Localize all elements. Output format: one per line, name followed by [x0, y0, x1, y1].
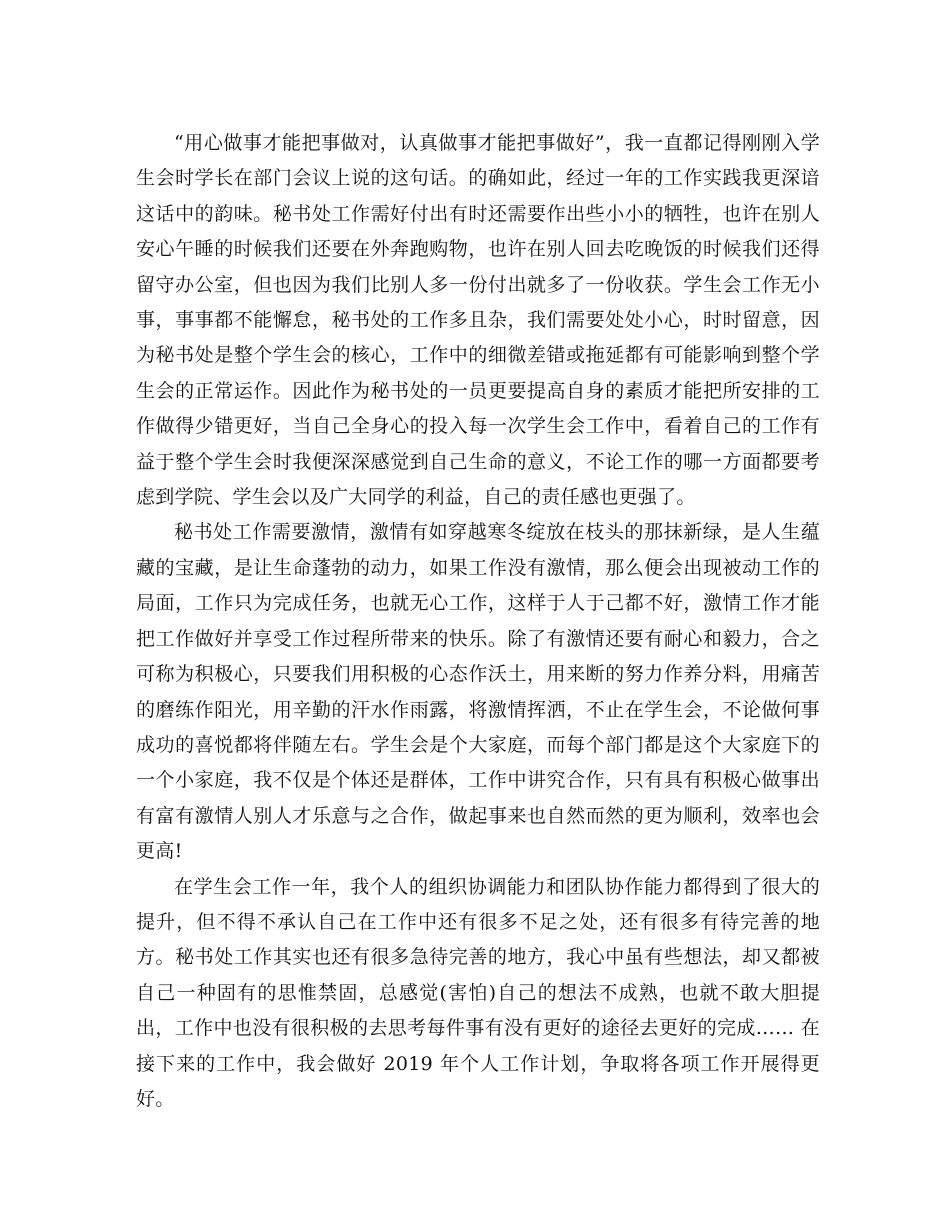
paragraph-1: “用心做事才能把事做对，认真做事才能把事做好”，我一直都记得刚刚入学生会时学长在部门会议上说的这句话。的确如此，经过一年的工作实践我更深谙这话中的韵味。秘书处工作需好付出有时还需要作出些小小的牺牲，也许在别人安心午睡的时候我们还要在外奔跑购物，也许在别人回去吃晚饭的时候我们还得留守办公室，但也因为我们比别人多一份付出就多了一份收获。学生会工作无小事，事事都不能懈怠，秘书处的工作多且杂，我们需要处处小心，时时留意，因为秘书处是整个学生会的核心，工作中的细微差错或拖延都有可能影响到整个学生会的正常运作。因此作为秘书处的一员更要提高自身的素质才能把所安排的工作做得少错更好，当自己全身心的投入每一次学生会工作中，看着自己的工作有益于整个学生会时我便深深感觉到自己生命的意义，不论工作的哪一方面都要考虑到学院、学生会以及广大同学的利益，自己的责任感也更强了。	[136, 132, 820, 509]
paragraph-2: 秘书处工作需要激情，激情有如穿越寒冬绽放在枝头的那抹新绿，是人生蕴藏的宝藏，是让生命蓬勃的动力，如果工作没有激情，那么便会出现被动工作的局面，工作只为完成任务，也就无心工作，这样于人于己都不好，激情工作才能把工作做好并享受工作过程所带来的快乐。除了有激情还要有耐心和毅力，合之可称为积极心，只要我们用积极的心态作沃土，用来断的努力作养分料，用痛苦的磨练作阳光，用辛勤的汗水作雨露，将激情挥洒，不止在学生会，不论做何事成功的喜悦都将伴随左右。学生会是个大家庭，而每个部门都是这个大家庭下的一个小家庭，我不仅是个体还是群体，工作中讲究合作，只有具有积极心做事出有富有激情人别人才乐意与之合作，做起事来也自然而然的更为顺利，效率也会更高!	[136, 521, 820, 863]
paragraph-3: 在学生会工作一年，我个人的组织协调能力和团队协作能力都得到了很大的提升，但不得不承认自己在工作中还有很多不足之处，还有很多有待完善的地方。秘书处工作其实也还有很多急待完善的地方，我心中虽有些想法，却又都被自己一种固有的思惟禁固，总感觉(害怕)自己的想法不成熟，也就不敢大胆提出，工作中也没有很积极的去思考每件事有没有更好的途径去更好的完成…… 在接下来的工作中，我会做好 2019 年个人工作计划，争取将各项工作开展得更好。	[136, 875, 820, 1110]
document-body	[136, 126, 820, 1117]
